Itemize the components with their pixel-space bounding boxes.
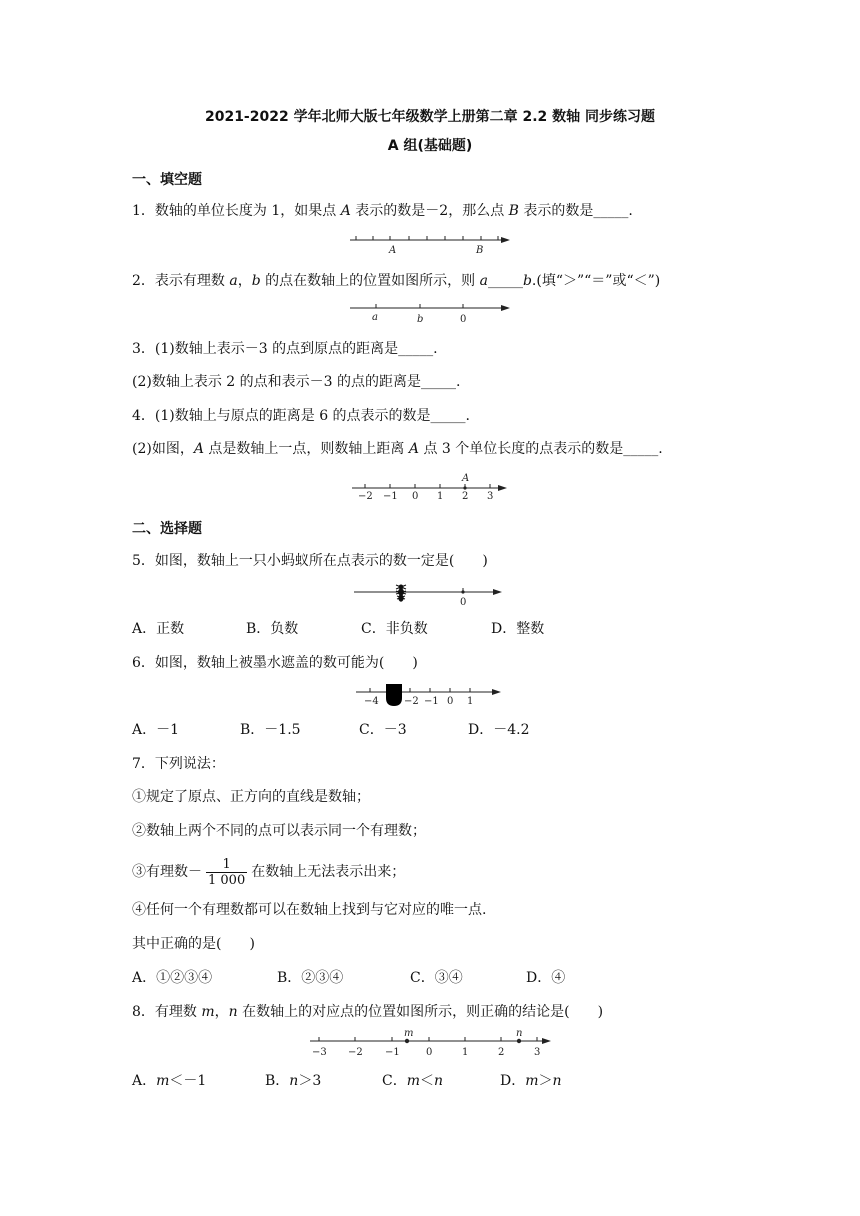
- q1-number-line: [348, 230, 513, 258]
- q7-ask: 其中正确的是( ): [132, 936, 255, 952]
- q8-point-n: [517, 1039, 521, 1043]
- question-3-part-1: 3．(1)数轴上表示－3 的点到原点的距离是_____.: [132, 341, 438, 357]
- option-var: n: [434, 1073, 444, 1089]
- page-subtitle: A 组(基础题): [387, 138, 473, 154]
- q7-statement-3: [132, 852, 405, 892]
- q7-statement-1: ①规定了原点、正方向的直线是数轴；: [132, 789, 370, 805]
- q6-tick-label: 1: [467, 696, 474, 707]
- q6-tick-label: −2: [404, 696, 419, 707]
- q8-tick-label: −1: [385, 1047, 400, 1058]
- q6-tick-label: −1: [424, 696, 439, 707]
- q2-text: .(填“＞”“＝”或“＜”): [531, 273, 661, 289]
- q7-option-d[interactable]: D．④: [526, 970, 566, 986]
- q5-option-c[interactable]: C．非负数: [361, 621, 428, 637]
- q1-var-b: B: [508, 203, 519, 219]
- option-var: n: [552, 1073, 562, 1089]
- option-text: ＜－1: [169, 1073, 207, 1089]
- q4-tick-label: −2: [358, 491, 373, 502]
- q1-text: 表示的数是－2，那么点: [350, 203, 509, 219]
- fraction-denominator: 1 000: [208, 872, 246, 888]
- q6-option-c[interactable]: C．－3: [359, 722, 407, 738]
- q7-options: [132, 969, 565, 987]
- q1-axis-label-a: A: [389, 245, 397, 256]
- fraction: [206, 857, 247, 888]
- q7-statement-4: ④任何一个有理数都可以在数轴上找到与它对应的唯一点.: [132, 902, 487, 918]
- q8-options: [132, 1072, 562, 1090]
- q8-var-m: m: [201, 1004, 215, 1020]
- q8-axis-label-n: n: [516, 1028, 523, 1039]
- q7-statement-2: ②数轴上两个不同的点可以表示同一个有理数；: [132, 823, 426, 839]
- q8-tick-label: 1: [462, 1047, 469, 1058]
- q1-var-a: A: [340, 203, 351, 219]
- q6-option-b[interactable]: B．－1.5: [240, 722, 301, 738]
- q5-options: [132, 620, 544, 638]
- q2-var-b: b: [522, 273, 532, 289]
- section-fill-in: 一、填空题: [132, 172, 202, 188]
- q6-option-a[interactable]: A．－1: [132, 722, 180, 738]
- q8-text: 在数轴上的对应点的位置如图所示，则正确的结论是( ): [237, 1004, 604, 1020]
- option-prefix: A．: [132, 1073, 157, 1089]
- q2-text: 2．表示有理数: [132, 273, 230, 289]
- option-prefix: C．: [382, 1073, 407, 1089]
- q1-axis-label-b: B: [476, 245, 484, 256]
- q6-options: [132, 721, 530, 739]
- q4-tick-label: 3: [487, 491, 494, 502]
- q8-tick-label: 2: [498, 1047, 505, 1058]
- q2-var-a: a: [229, 273, 238, 289]
- q8-option-a[interactable]: [132, 1072, 265, 1090]
- option-var: m: [156, 1073, 170, 1089]
- q6-number-line: [354, 682, 514, 710]
- q4-tick-label: 0: [412, 491, 419, 502]
- option-text: ＞3: [298, 1073, 322, 1089]
- q6-option-d[interactable]: D．－4.2: [468, 722, 530, 738]
- q2-text: ，: [237, 273, 252, 289]
- q2-number-line: [348, 300, 513, 326]
- page-title: 2021-2022 学年北师大版七年级数学上册第二章 2.2 数轴 同步练习题: [204, 109, 656, 125]
- q8-number-line: [308, 1030, 553, 1060]
- option-prefix: B．: [265, 1073, 290, 1089]
- q7-option-c[interactable]: C．③④: [410, 970, 463, 986]
- q8-option-b[interactable]: [265, 1072, 382, 1090]
- q4-var-a: A: [193, 441, 204, 457]
- q2-var-a: a: [479, 273, 488, 289]
- option-prefix: D．: [500, 1073, 526, 1089]
- q1-text: 表示的数是_____.: [518, 203, 633, 219]
- option-var: m: [406, 1073, 420, 1089]
- ink-blot-icon: [386, 684, 402, 706]
- q2-axis-label-0: 0: [460, 314, 467, 325]
- q2-var-b: b: [251, 273, 261, 289]
- q4-text: (2)如图，: [132, 441, 194, 457]
- q1-text: 1．数轴的单位长度为 1，如果点: [132, 203, 341, 219]
- q4-tick-label: 2: [462, 491, 469, 502]
- q5-option-a[interactable]: A．正数: [132, 621, 185, 637]
- q6-tick-label: −4: [364, 696, 379, 707]
- q5-option-d[interactable]: D．整数: [491, 621, 545, 637]
- q8-tick-label: 3: [534, 1047, 541, 1058]
- q8-option-c[interactable]: [382, 1072, 500, 1090]
- question-7: 7．下列说法：: [132, 756, 225, 772]
- question-1: [132, 202, 633, 220]
- q4-number-line: [350, 472, 510, 502]
- q6-tick-label: 0: [447, 696, 454, 707]
- question-4-part-2: [132, 440, 663, 458]
- section-choice: 二、选择题: [132, 521, 202, 537]
- q4-tick-label: 1: [437, 491, 444, 502]
- question-8: [132, 1003, 603, 1021]
- question-2: [132, 272, 660, 290]
- q8-tick-label: 0: [426, 1047, 433, 1058]
- q8-text: 8．有理数: [132, 1004, 202, 1020]
- q2-axis-label-b: b: [417, 314, 424, 325]
- q2-axis-label-a: a: [372, 312, 378, 323]
- option-text: ＜: [420, 1073, 434, 1089]
- question-5: 5．如图，数轴上一只小蚂蚁所在点表示的数一定是( ): [132, 553, 488, 569]
- axis-ticks: [356, 236, 498, 240]
- q8-point-m: [405, 1039, 409, 1043]
- q5-number-line: [352, 580, 512, 608]
- q4-var-a: A: [408, 441, 419, 457]
- question-3-part-2: (2)数轴上表示 2 的点和表示－3 的点的距离是_____.: [132, 374, 461, 390]
- axis-arrow: [501, 237, 510, 243]
- q7-s3-text: ③有理数－: [132, 864, 202, 880]
- q4-tick-label: −1: [383, 491, 398, 502]
- option-var: m: [525, 1073, 539, 1089]
- q4-axis-label-a: A: [462, 473, 470, 484]
- q2-text: 的点在数轴上的位置如图所示，则: [260, 273, 480, 289]
- q8-var-n: n: [228, 1004, 238, 1020]
- option-text: ＞: [538, 1073, 553, 1089]
- q8-axis-label-m: m: [404, 1028, 414, 1039]
- fraction-numerator: 1: [206, 857, 247, 873]
- q4-point-a: [463, 486, 466, 489]
- q4-text: 点 3 个单位长度的点表示的数是_____.: [419, 441, 663, 457]
- q7-s3-text: 在数轴上无法表示出来；: [251, 864, 406, 880]
- q8-text: ，: [214, 1004, 229, 1020]
- ant-icon: [396, 585, 406, 601]
- question-6: 6．如图，数轴上被墨水遮盖的数可能为( ): [132, 655, 418, 671]
- question-4-part-1: 4．(1)数轴上与原点的距离是 6 的点表示的数是_____.: [132, 408, 470, 424]
- q7-option-a[interactable]: A．①②③④: [132, 970, 213, 986]
- q8-tick-label: −3: [312, 1047, 327, 1058]
- q8-tick-label: −2: [348, 1047, 363, 1058]
- q8-option-d[interactable]: [500, 1072, 562, 1090]
- q5-option-b[interactable]: B．负数: [246, 621, 299, 637]
- q2-blank: _____: [487, 273, 523, 289]
- option-var: n: [289, 1073, 299, 1089]
- q5-axis-label-0: 0: [460, 597, 467, 608]
- q7-option-b[interactable]: B．②③④: [277, 970, 344, 986]
- q4-text: 点是数轴上一点，则数轴上距离: [203, 441, 409, 457]
